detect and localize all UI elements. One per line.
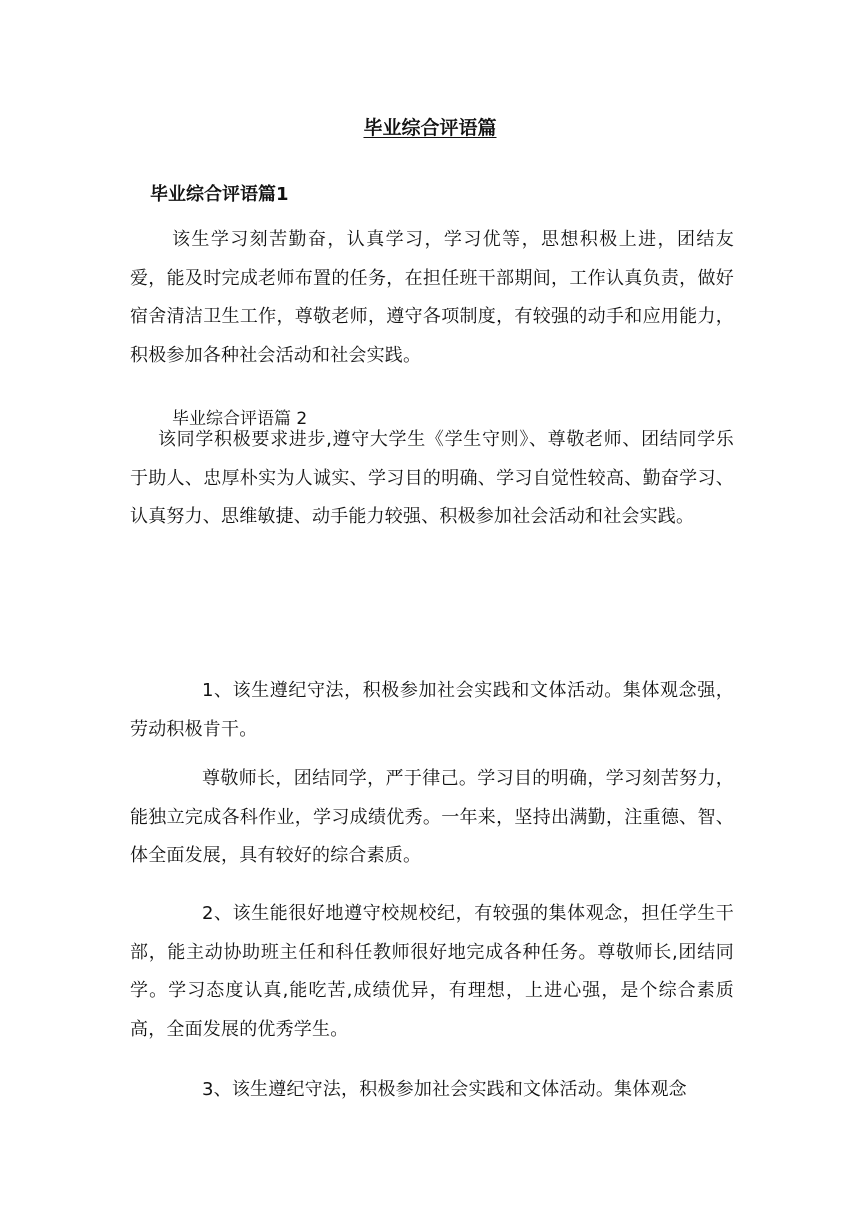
section-2-paragraph: 该同学积极要求进步,遵守大学生《学生守则》、尊敬老师、团结同学乐于助人、忠厚朴实为人诚实、学习目的明确、学习自觉性较高、勤奋学习、认真努力、思维敏捷、动手能力较强、积极参加社会活动和社会实践。: [130, 429, 734, 527]
document-title: 毕业综合评语篇: [363, 117, 497, 139]
item-1-continued-paragraph: 尊敬师长，团结同学，严于律己。学习目的明确，学习刻苦努力，能独立完成各科作业，学习成绩优秀。一年来，坚持出满勤，注重德、智、体全面发展，具有较好的综合素质。: [130, 768, 734, 866]
section-1-paragraph: 该生学习刻苦勤奋，认真学习，学习优等，思想积极上进，团结友爱，能及时完成老师布置的任务，在担任班干部期间，工作认真负责，做好宿舍清洁卫生工作，尊敬老师，遵守各项制度，有较强的动手和应用能力，积极参加各种社会活动和社会实践。: [130, 229, 734, 366]
item-2-paragraph: 2、该生能很好地遵守校规校纪，有较强的集体观念，担任学生干部，能主动协助班主任和科任教师很好地完成各种任务。尊敬师长,团结同学。学习态度认真,能吃苦,成绩优异，有理想，上进心强，是个综合素质高，全面发展的优秀学生。: [130, 903, 734, 1040]
item-3-paragraph: 3、该生遵纪守法，积极参加社会实践和文体活动。集体观念: [202, 1079, 687, 1100]
item-1-paragraph: 1、该生遵纪守法，积极参加社会实践和文体活动。集体观念强，劳动积极肯干。: [130, 680, 734, 740]
section-2-heading: 毕业综合评语篇 2: [172, 409, 308, 429]
section-1-heading: 毕业综合评语篇1: [150, 184, 289, 205]
